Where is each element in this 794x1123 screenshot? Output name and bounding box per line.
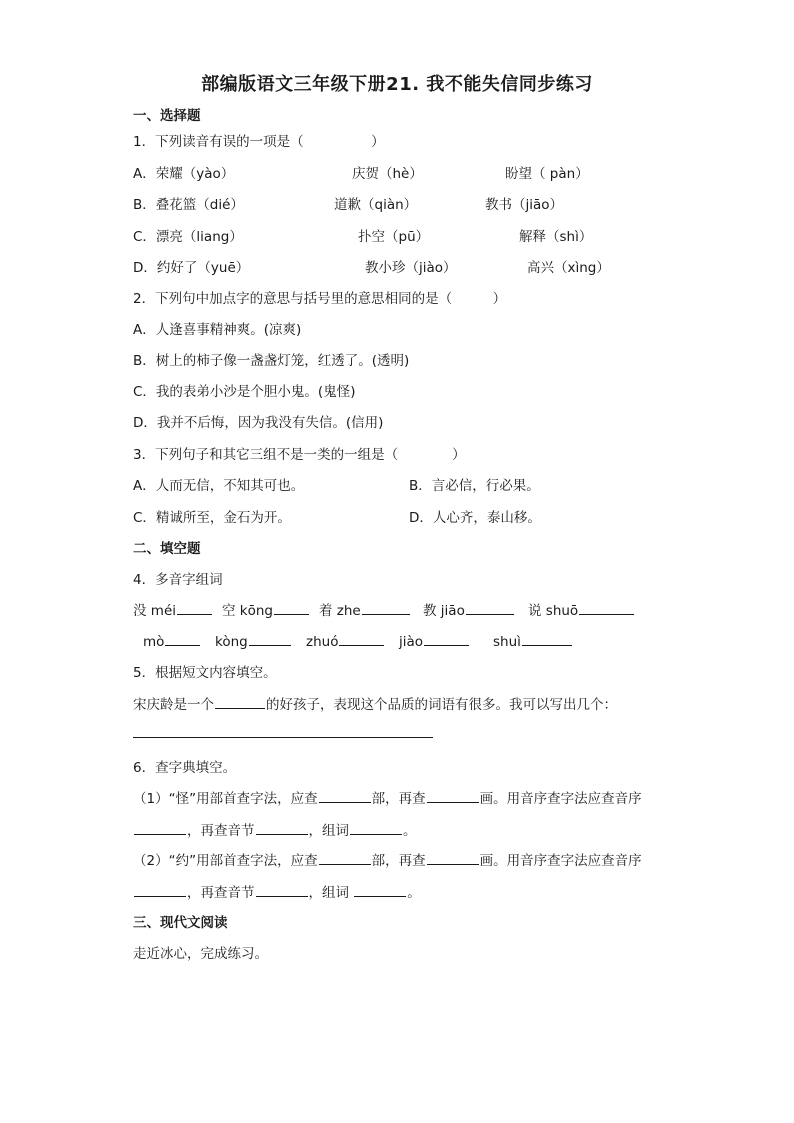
section-heading-fill: 二、填空题	[133, 541, 201, 557]
q2-stem: 2．下列句中加点字的意思与括号里的意思相同的是（ ）	[133, 291, 507, 307]
q4-item-jiao1: 教 jiāo	[423, 599, 515, 619]
q6-stem: 6．查字典填空。	[133, 760, 237, 776]
page-title: 部编版语文三年级下册21. 我不能失信同步练习	[201, 74, 593, 95]
answer-blank[interactable]	[427, 850, 479, 865]
q5-stem: 5．根据短文内容填空。	[133, 665, 277, 681]
q1-d-3: 高兴（xìng）	[527, 260, 610, 276]
q1-a-2: 庆贺（hè）	[352, 166, 423, 182]
answer-blank[interactable]	[134, 882, 186, 897]
answer-blank[interactable]	[522, 631, 572, 646]
q6-part1-line2: ，再查音节 ，组词 。	[133, 819, 417, 839]
answer-blank[interactable]	[424, 631, 469, 646]
answer-blank[interactable]	[427, 788, 479, 803]
reading-intro: 走近冰心，完成练习。	[133, 946, 268, 962]
q4-item-mei: 没 méi	[133, 599, 213, 619]
q3-option-d: D．人心齐，泰山移。	[409, 510, 541, 526]
q5-text: 宋庆龄是一个 的好孩子，表现这个品质的词语有很多。我可以写出几个：	[133, 693, 617, 713]
answer-blank[interactable]	[354, 882, 406, 897]
answer-blank[interactable]	[165, 631, 200, 646]
q1-a-3: 盼望（ pàn）	[505, 166, 589, 182]
q4-stem: 4．多音字组词	[133, 572, 223, 588]
answer-blank[interactable]	[319, 850, 371, 865]
answer-blank[interactable]	[319, 788, 371, 803]
q6-part2-line2: ，再查音节 ，组词 。	[133, 881, 421, 901]
q1-b-3: 教书（jiāo）	[485, 197, 564, 213]
answer-blank[interactable]	[177, 600, 212, 615]
q1-d-2: 教小珍（jiào）	[365, 260, 457, 276]
q2-option-d: D．我并不后悔，因为我没有失信。(信用)	[133, 415, 384, 431]
section-heading-reading: 三、现代文阅读	[133, 915, 228, 931]
q6-part1-line1: （1）“怪”用部首查字法，应查 部，再查 画。用音序查字法应查音序	[133, 787, 642, 807]
answer-blank[interactable]	[339, 631, 384, 646]
answer-blank[interactable]	[215, 694, 265, 709]
q1-c-2: 扑空（pū）	[358, 229, 430, 245]
q4-item-shuo: 说 shuō	[528, 599, 635, 619]
answer-blank[interactable]	[579, 600, 634, 615]
answer-blank[interactable]	[350, 820, 402, 835]
q3-option-c: C．精诚所至，金石为开。	[133, 510, 291, 526]
q4-item-zhuo: zhuó	[306, 631, 385, 650]
answer-blank[interactable]	[249, 631, 291, 646]
q4-item-shui: shuì	[493, 631, 573, 650]
q4-item-jiao4: jiào	[399, 631, 470, 650]
q6-part2-line1: （2）“约”用部首查字法，应查 部，再查 画。用音序查字法应查音序	[133, 849, 642, 869]
q1-c-3: 解释（shì）	[519, 229, 593, 245]
q1-stem: 1．下列读音有误的一项是（ ）	[133, 134, 385, 150]
q1-a-1: A．荣耀（yào）	[133, 166, 235, 182]
q2-option-b: B．树上的柿子像一盏盏灯笼，红透了。(透明)	[133, 353, 410, 369]
q2-option-a: A．人逢喜事精神爽。(凉爽)	[133, 322, 302, 338]
section-heading-choice: 一、选择题	[133, 108, 201, 124]
q4-item-kong4: kòng	[215, 631, 292, 650]
q3-option-a: A．人而无信，不知其可也。	[133, 478, 305, 494]
answer-line[interactable]	[133, 737, 433, 738]
q1-c-1: C．漂亮（liang）	[133, 229, 243, 245]
q4-item-kong: 空 kōng	[222, 599, 310, 619]
q1-b-1: B．叠花篮（dié）	[133, 197, 244, 213]
q4-item-mo: mò	[143, 631, 201, 650]
q1-b-2: 道歉（qiàn）	[334, 197, 418, 213]
q4-item-zhe: 着 zhe	[319, 599, 411, 619]
answer-blank[interactable]	[134, 820, 186, 835]
answer-blank[interactable]	[362, 600, 410, 615]
q1-d-1: D．约好了（yuē）	[133, 260, 250, 276]
answer-blank[interactable]	[466, 600, 514, 615]
answer-blank[interactable]	[274, 600, 309, 615]
q3-stem: 3．下列句子和其它三组不是一类的一组是（ ）	[133, 447, 466, 463]
q2-option-c: C．我的表弟小沙是个胆小鬼。(鬼怪)	[133, 384, 356, 400]
answer-blank[interactable]	[256, 820, 308, 835]
q3-option-b: B．言必信，行必果。	[409, 478, 540, 494]
answer-blank[interactable]	[256, 882, 308, 897]
